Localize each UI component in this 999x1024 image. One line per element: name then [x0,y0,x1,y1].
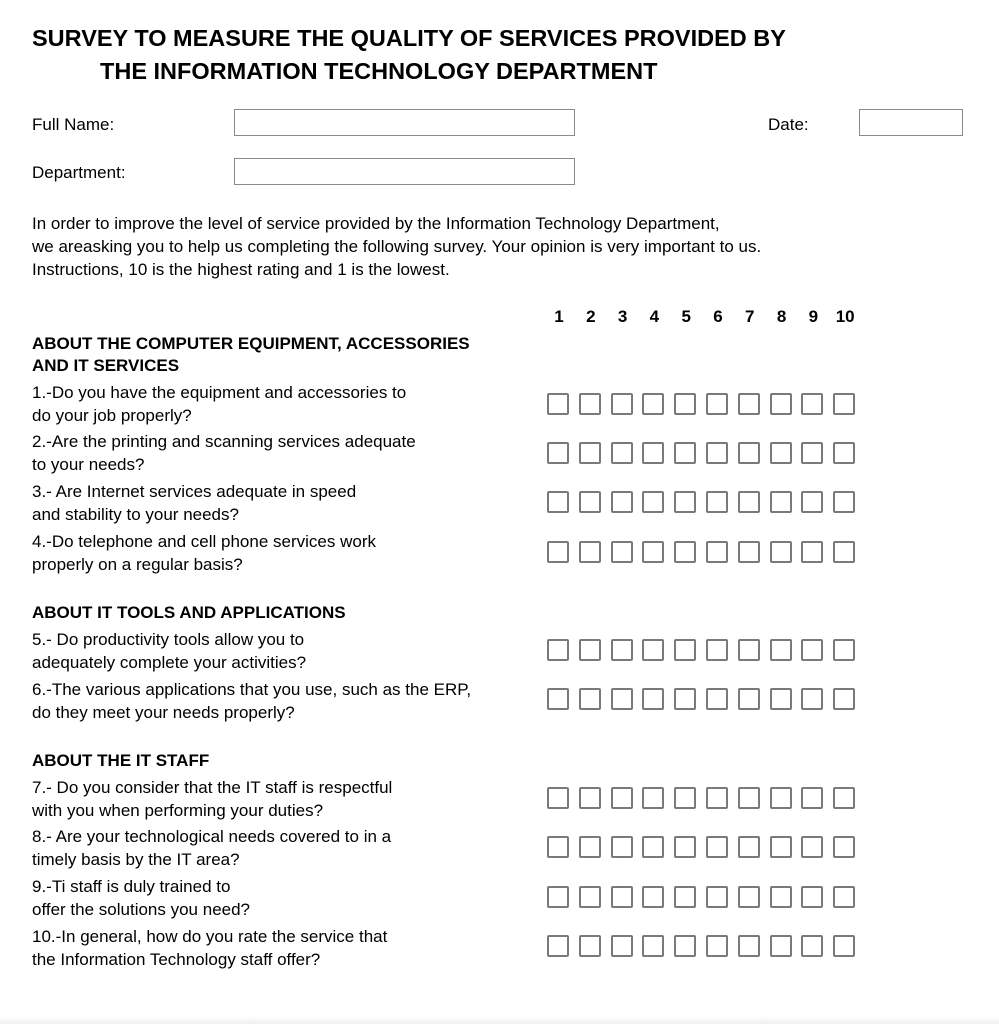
rating-checkbox-3[interactable] [611,393,633,415]
rating-row-q3 [547,491,855,513]
section-heading-line: ABOUT THE COMPUTER EQUIPMENT, ACCESSORIES [32,334,470,353]
rating-checkbox-2[interactable] [579,393,601,415]
question-text: 1.-Do you have the equipment and accessories to [32,383,407,402]
section-heading-line: ABOUT IT TOOLS AND APPLICATIONS [32,603,346,622]
rating-checkbox-7[interactable] [738,836,760,858]
full-name-field[interactable] [234,109,575,136]
rating-checkbox-9[interactable] [801,935,823,957]
rating-checkbox-2[interactable] [579,787,601,809]
rating-checkbox-7[interactable] [738,393,760,415]
department-field[interactable] [234,158,575,185]
rating-row-q8 [547,836,855,858]
rating-checkbox-5[interactable] [674,541,696,563]
rating-checkbox-7[interactable] [738,787,760,809]
question-text: and stability to your needs? [32,504,239,524]
rating-checkbox-7[interactable] [738,639,760,661]
rating-checkbox-3[interactable] [611,491,633,513]
rating-checkbox-8[interactable] [770,393,792,415]
rating-checkbox-6[interactable] [706,639,728,661]
rating-checkbox-8[interactable] [770,442,792,464]
rating-checkbox-4[interactable] [642,787,664,809]
rating-checkbox-5[interactable] [674,442,696,464]
question-4 [32,531,376,576]
question-text: 4.-Do telephone and cell phone services work [32,532,376,551]
question-7 [32,777,392,822]
intro-text [32,212,932,281]
rating-row-q6 [547,688,855,710]
rating-checkbox-9[interactable] [801,639,823,661]
section-heading-line: ABOUT THE IT STAFF [32,751,210,770]
rating-checkbox-5[interactable] [674,836,696,858]
scale-number: 4 [649,307,660,326]
question-text: 5.- Do productivity tools allow you to [32,630,305,649]
rating-checkbox-2[interactable] [579,639,601,661]
rating-checkbox-9[interactable] [801,491,823,513]
rating-checkbox-7[interactable] [738,886,760,908]
scale-number: 1 [554,307,564,326]
question-1 [32,382,406,427]
rating-checkbox-6[interactable] [706,491,728,513]
rating-checkbox-2[interactable] [579,541,601,563]
rating-checkbox-7[interactable] [738,688,760,710]
rating-row-q9 [547,886,855,908]
rating-checkbox-10[interactable] [833,491,855,513]
rating-checkbox-8[interactable] [770,639,792,661]
rating-checkbox-10[interactable] [833,836,855,858]
rating-checkbox-5[interactable] [674,886,696,908]
rating-checkbox-9[interactable] [801,393,823,415]
question-3 [32,481,356,526]
rating-checkbox-6[interactable] [706,787,728,809]
question-text: timely basis by the IT area? [32,849,240,869]
intro-line: we areasking you to help us completing the following survey. Your opinion is very important to us. [32,237,762,256]
rating-checkbox-2[interactable] [579,491,601,513]
question-text: 9.-Ti staff is duly trained to [32,877,231,896]
rating-checkbox-9[interactable] [801,836,823,858]
question-text: 3.- Are Internet services adequate in speed [32,482,357,501]
rating-checkbox-6[interactable] [706,688,728,710]
rating-checkbox-3[interactable] [611,639,633,661]
rating-scale-header [547,307,857,327]
intro-line: Instructions, 10 is the highest rating and 1 is the lowest. [32,260,450,279]
rating-checkbox-6[interactable] [706,886,728,908]
rating-checkbox-1[interactable] [547,886,569,908]
question-2 [32,431,416,476]
rating-checkbox-3[interactable] [611,836,633,858]
rating-checkbox-3[interactable] [611,541,633,563]
rating-checkbox-3[interactable] [611,935,633,957]
scale-number: 3 [617,307,628,326]
date-field[interactable] [859,109,963,136]
question-text: the Information Technology staff offer? [32,949,321,969]
scale-number: 7 [745,307,755,326]
rating-checkbox-8[interactable] [770,541,792,563]
rating-checkbox-10[interactable] [833,393,855,415]
department-label: Department: [32,163,126,182]
survey-title-line2: THE INFORMATION TECHNOLOGY DEPARTMENT [100,58,658,84]
page-bottom-edge [0,1016,999,1024]
intro-line: In order to improve the level of service provided by the Information Technology Department, [32,214,720,233]
rating-checkbox-8[interactable] [770,787,792,809]
scale-number: 9 [808,307,819,326]
rating-checkbox-9[interactable] [801,688,823,710]
rating-checkbox-7[interactable] [738,935,760,957]
rating-checkbox-5[interactable] [674,787,696,809]
rating-checkbox-9[interactable] [801,442,823,464]
full-name-label: Full Name: [32,115,115,134]
question-text: do your job properly? [32,405,192,425]
rating-checkbox-6[interactable] [706,393,728,415]
rating-row-q7 [547,787,855,809]
rating-checkbox-10[interactable] [833,935,855,957]
question-text: 10.-In general, how do you rate the service that [32,927,388,946]
rating-checkbox-2[interactable] [579,442,601,464]
rating-checkbox-4[interactable] [642,393,664,415]
rating-checkbox-2[interactable] [579,886,601,908]
question-text: 6.-The various applications that you use, such as the ERP, [32,680,472,699]
question-9 [32,876,250,921]
rating-checkbox-3[interactable] [611,442,633,464]
question-text: offer the solutions you need? [32,899,251,919]
rating-checkbox-9[interactable] [801,541,823,563]
section-heading-line: AND IT SERVICES [32,356,180,375]
section-heading-staff [32,750,209,772]
rating-checkbox-8[interactable] [770,836,792,858]
rating-checkbox-7[interactable] [738,491,760,513]
rating-checkbox-3[interactable] [611,886,633,908]
question-text: 7.- Do you consider that the IT staff is respectful [32,778,393,797]
question-text: properly on a regular basis? [32,554,243,574]
rating-checkbox-7[interactable] [738,541,760,563]
rating-checkbox-1[interactable] [547,491,569,513]
rating-checkbox-1[interactable] [547,393,569,415]
rating-checkbox-1[interactable] [547,836,569,858]
rating-checkbox-4[interactable] [642,442,664,464]
rating-checkbox-5[interactable] [674,935,696,957]
rating-checkbox-1[interactable] [547,935,569,957]
rating-row-q1 [547,393,855,415]
question-8 [32,826,391,871]
rating-row-q5 [547,639,855,661]
question-text: adequately complete your activities? [32,652,307,672]
question-text: to your needs? [32,454,145,474]
rating-checkbox-2[interactable] [579,688,601,710]
scale-number: 10 [835,307,855,326]
rating-checkbox-10[interactable] [833,639,855,661]
rating-checkbox-3[interactable] [611,787,633,809]
rating-checkbox-8[interactable] [770,935,792,957]
rating-checkbox-6[interactable] [706,541,728,563]
rating-checkbox-1[interactable] [547,442,569,464]
rating-checkbox-5[interactable] [674,688,696,710]
survey-title-line1: SURVEY TO MEASURE THE QUALITY OF SERVICES PROVIDED BY [32,25,786,51]
rating-checkbox-7[interactable] [738,442,760,464]
rating-checkbox-10[interactable] [833,688,855,710]
question-text: with you when performing your duties? [32,800,324,820]
rating-checkbox-10[interactable] [833,442,855,464]
rating-row-q2 [547,442,855,464]
section-heading-tools [32,602,346,624]
scale-number: 8 [776,307,787,326]
rating-checkbox-2[interactable] [579,935,601,957]
question-text: 2.-Are the printing and scanning services adequate [32,432,416,451]
rating-checkbox-10[interactable] [833,541,855,563]
rating-checkbox-4[interactable] [642,886,664,908]
question-text: do they meet your needs properly? [32,702,295,722]
question-5 [32,629,306,674]
rating-checkbox-4[interactable] [642,491,664,513]
rating-checkbox-8[interactable] [770,491,792,513]
rating-checkbox-4[interactable] [642,836,664,858]
rating-checkbox-6[interactable] [706,836,728,858]
scale-number: 6 [713,307,723,326]
scale-number: 5 [681,307,691,326]
rating-row-q10 [547,935,855,957]
rating-checkbox-6[interactable] [706,935,728,957]
rating-checkbox-1[interactable] [547,787,569,809]
rating-checkbox-3[interactable] [611,688,633,710]
question-text: 8.- Are your technological needs covered to in a [32,827,392,846]
rating-checkbox-5[interactable] [674,393,696,415]
rating-checkbox-4[interactable] [642,935,664,957]
rating-checkbox-4[interactable] [642,541,664,563]
rating-checkbox-4[interactable] [642,639,664,661]
rating-checkbox-2[interactable] [579,836,601,858]
rating-checkbox-5[interactable] [674,639,696,661]
rating-row-q4 [547,541,855,563]
question-10 [32,926,387,971]
rating-checkbox-9[interactable] [801,787,823,809]
rating-checkbox-1[interactable] [547,541,569,563]
date-label: Date: [768,115,809,134]
rating-checkbox-6[interactable] [706,442,728,464]
rating-checkbox-1[interactable] [547,688,569,710]
rating-checkbox-8[interactable] [770,688,792,710]
section-heading-equipment [32,333,470,377]
rating-checkbox-9[interactable] [801,886,823,908]
rating-checkbox-1[interactable] [547,639,569,661]
rating-checkbox-5[interactable] [674,491,696,513]
rating-checkbox-4[interactable] [642,688,664,710]
rating-checkbox-10[interactable] [833,886,855,908]
rating-checkbox-10[interactable] [833,787,855,809]
question-6 [32,679,471,724]
scale-number: 2 [586,307,596,326]
rating-checkbox-8[interactable] [770,886,792,908]
